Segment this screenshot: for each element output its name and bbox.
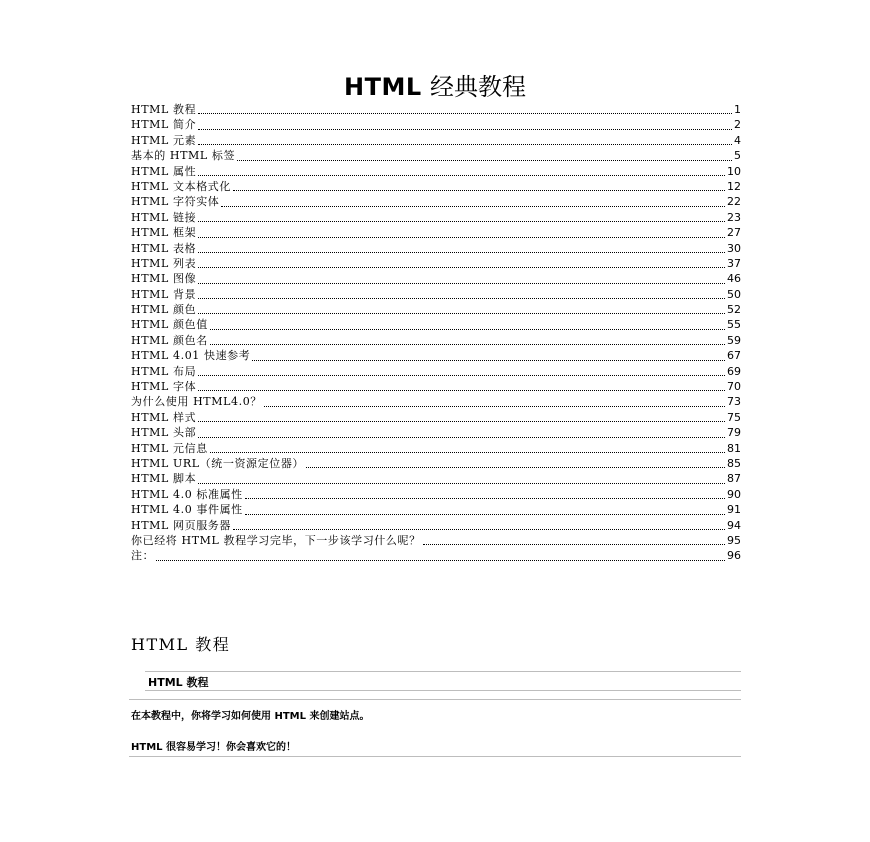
toc-entry-label: 你已经将 HTML 教程学习完毕，下一步该学习什么呢？ (131, 533, 421, 547)
toc-entry[interactable] (131, 133, 741, 148)
toc-entry[interactable] (131, 225, 741, 240)
toc-entry-page-number: 94 (727, 518, 741, 532)
document-title-latin: HTML (344, 73, 422, 101)
toc-entry-label: HTML 颜色值 (131, 318, 208, 332)
toc-dot-leader (198, 298, 725, 299)
toc-entry-page-number: 10 (727, 164, 741, 178)
toc-entry-label: HTML 颜色名 (131, 333, 208, 347)
toc-entry[interactable] (131, 271, 741, 286)
toc-dot-leader (264, 406, 725, 407)
toc-entry-page-number: 91 (727, 503, 741, 517)
toc-dot-leader (306, 467, 725, 468)
toc-entry[interactable] (131, 425, 741, 440)
toc-entry-label: HTML 链接 (131, 210, 197, 224)
toc-entry-label: HTML 字符实体 (131, 195, 220, 209)
toc-dot-leader (233, 529, 725, 530)
toc-entry-page-number: 46 (727, 272, 741, 286)
toc-entry-page-number: 55 (727, 318, 741, 332)
toc-entry-page-number: 22 (727, 195, 741, 209)
toc-dot-leader (198, 390, 725, 391)
toc-entry-label: HTML 框架 (131, 226, 197, 240)
toc-dot-leader (198, 267, 725, 268)
toc-entry-label: HTML 图像 (131, 272, 197, 286)
toc-entry-label: HTML 头部 (131, 426, 197, 440)
section-bottom-rule (129, 756, 741, 757)
toc-entry-page-number: 85 (727, 456, 741, 470)
toc-dot-leader (245, 498, 725, 499)
section-top-rule (129, 699, 741, 700)
toc-dot-leader (198, 283, 725, 284)
toc-entry[interactable] (131, 487, 741, 502)
toc-dot-leader (245, 514, 725, 515)
toc-entry-page-number: 59 (727, 333, 741, 347)
toc-entry-page-number: 67 (727, 349, 741, 363)
toc-dot-leader (198, 144, 732, 145)
box-top-rule (145, 671, 741, 672)
toc-entry[interactable] (131, 117, 741, 132)
toc-entry-page-number: 87 (727, 472, 741, 486)
toc-entry-page-number: 81 (727, 441, 741, 455)
toc-entry-label: 为什么使用 HTML4.0？ (131, 395, 262, 409)
toc-dot-leader (423, 544, 725, 545)
toc-dot-leader (156, 560, 725, 561)
box-bottom-rule (145, 690, 741, 691)
toc-entry[interactable] (131, 471, 741, 486)
toc-entry-label: HTML 元信息 (131, 441, 208, 455)
box-title: HTML 教程 (148, 676, 209, 689)
toc-entry[interactable] (131, 518, 741, 533)
toc-dot-leader (252, 360, 725, 361)
table-of-contents (131, 102, 741, 564)
toc-dot-leader (198, 421, 725, 422)
toc-entry-label: HTML 教程 (131, 103, 197, 116)
toc-dot-leader (233, 190, 725, 191)
section-heading: HTML 教程 (131, 635, 231, 654)
toc-dot-leader (198, 313, 725, 314)
toc-dot-leader (198, 175, 725, 176)
toc-entry-page-number: 90 (727, 487, 741, 501)
toc-entry[interactable] (131, 241, 741, 256)
toc-entry-page-number: 27 (727, 226, 741, 240)
intro-paragraph-2: HTML 很容易学习！你会喜欢它的！ (131, 742, 296, 753)
toc-entry[interactable] (131, 364, 741, 379)
toc-dot-leader (210, 452, 725, 453)
toc-entry-page-number: 37 (727, 256, 741, 270)
toc-entry-label: HTML 背景 (131, 287, 197, 301)
toc-entry[interactable] (131, 348, 741, 363)
toc-entry-page-number: 30 (727, 241, 741, 255)
toc-entry-label: HTML 字体 (131, 380, 197, 394)
toc-entry[interactable] (131, 410, 741, 425)
toc-entry-page-number: 2 (734, 118, 741, 132)
toc-entry-page-number: 96 (727, 549, 741, 563)
toc-entry-page-number: 52 (727, 303, 741, 317)
toc-entry-label: HTML URL（统一资源定位器） (131, 456, 305, 470)
toc-entry-page-number: 50 (727, 287, 741, 301)
toc-entry-label: HTML 简介 (131, 118, 197, 132)
toc-entry-label: HTML 4.0 事件属性 (131, 503, 243, 517)
toc-entry-label: HTML 颜色 (131, 303, 197, 317)
toc-entry[interactable] (131, 302, 741, 317)
document-title (0, 70, 870, 104)
toc-entry-label: HTML 文本格式化 (131, 179, 231, 193)
toc-entry[interactable] (131, 179, 741, 194)
toc-dot-leader (198, 237, 725, 238)
toc-dot-leader (221, 206, 725, 207)
toc-dot-leader (210, 329, 725, 330)
toc-entry-label: HTML 网页服务器 (131, 518, 231, 532)
toc-entry-page-number: 75 (727, 410, 741, 424)
toc-entry-label: HTML 样式 (131, 410, 197, 424)
toc-entry-label: HTML 4.0 标准属性 (131, 487, 243, 501)
toc-entry[interactable] (131, 194, 741, 209)
toc-entry-label: HTML 4.01 快速参考 (131, 349, 251, 363)
toc-entry-label: HTML 元素 (131, 133, 197, 147)
toc-dot-leader (198, 483, 725, 484)
toc-entry-page-number: 12 (727, 179, 741, 193)
toc-dot-leader (198, 129, 732, 130)
toc-entry-label: HTML 属性 (131, 164, 197, 178)
toc-entry-page-number: 70 (727, 380, 741, 394)
toc-entry-page-number: 5 (734, 149, 741, 163)
toc-dot-leader (210, 344, 725, 345)
toc-entry-page-number: 1 (734, 103, 741, 116)
toc-entry-page-number: 73 (727, 395, 741, 409)
toc-entry[interactable] (131, 394, 741, 409)
toc-entry[interactable] (131, 256, 741, 271)
toc-entry[interactable] (131, 502, 741, 517)
toc-entry-page-number: 4 (734, 133, 741, 147)
toc-entry-page-number: 23 (727, 210, 741, 224)
toc-entry[interactable] (131, 333, 741, 348)
toc-dot-leader (198, 221, 725, 222)
toc-entry-label: HTML 布局 (131, 364, 197, 378)
toc-entry[interactable] (131, 148, 741, 163)
toc-entry-page-number: 79 (727, 426, 741, 440)
toc-entry[interactable] (131, 456, 741, 471)
toc-entry-label: HTML 列表 (131, 256, 197, 270)
toc-entry[interactable] (131, 102, 741, 117)
toc-dot-leader (198, 113, 732, 114)
toc-dot-leader (237, 160, 732, 161)
intro-paragraph: 在本教程中，你将学习如何使用 HTML 来创建站点。 (131, 711, 370, 722)
toc-entry-label: HTML 表格 (131, 241, 197, 255)
toc-entry[interactable] (131, 533, 741, 548)
toc-entry-label: HTML 脚本 (131, 472, 197, 486)
toc-entry[interactable] (131, 164, 741, 179)
toc-dot-leader (198, 252, 725, 253)
toc-entry-page-number: 69 (727, 364, 741, 378)
toc-dot-leader (198, 437, 725, 438)
toc-entry[interactable] (131, 317, 741, 332)
document-title-cjk: 经典教程 (430, 73, 526, 101)
toc-dot-leader (198, 375, 725, 376)
toc-entry[interactable] (131, 548, 741, 563)
toc-entry[interactable] (131, 210, 741, 225)
toc-entry[interactable] (131, 441, 741, 456)
toc-entry[interactable] (131, 287, 741, 302)
toc-entry-label: 基本的 HTML 标签 (131, 149, 236, 163)
toc-entry-page-number: 95 (727, 533, 741, 547)
toc-entry[interactable] (131, 379, 741, 394)
toc-entry-label: 注： (131, 549, 155, 563)
